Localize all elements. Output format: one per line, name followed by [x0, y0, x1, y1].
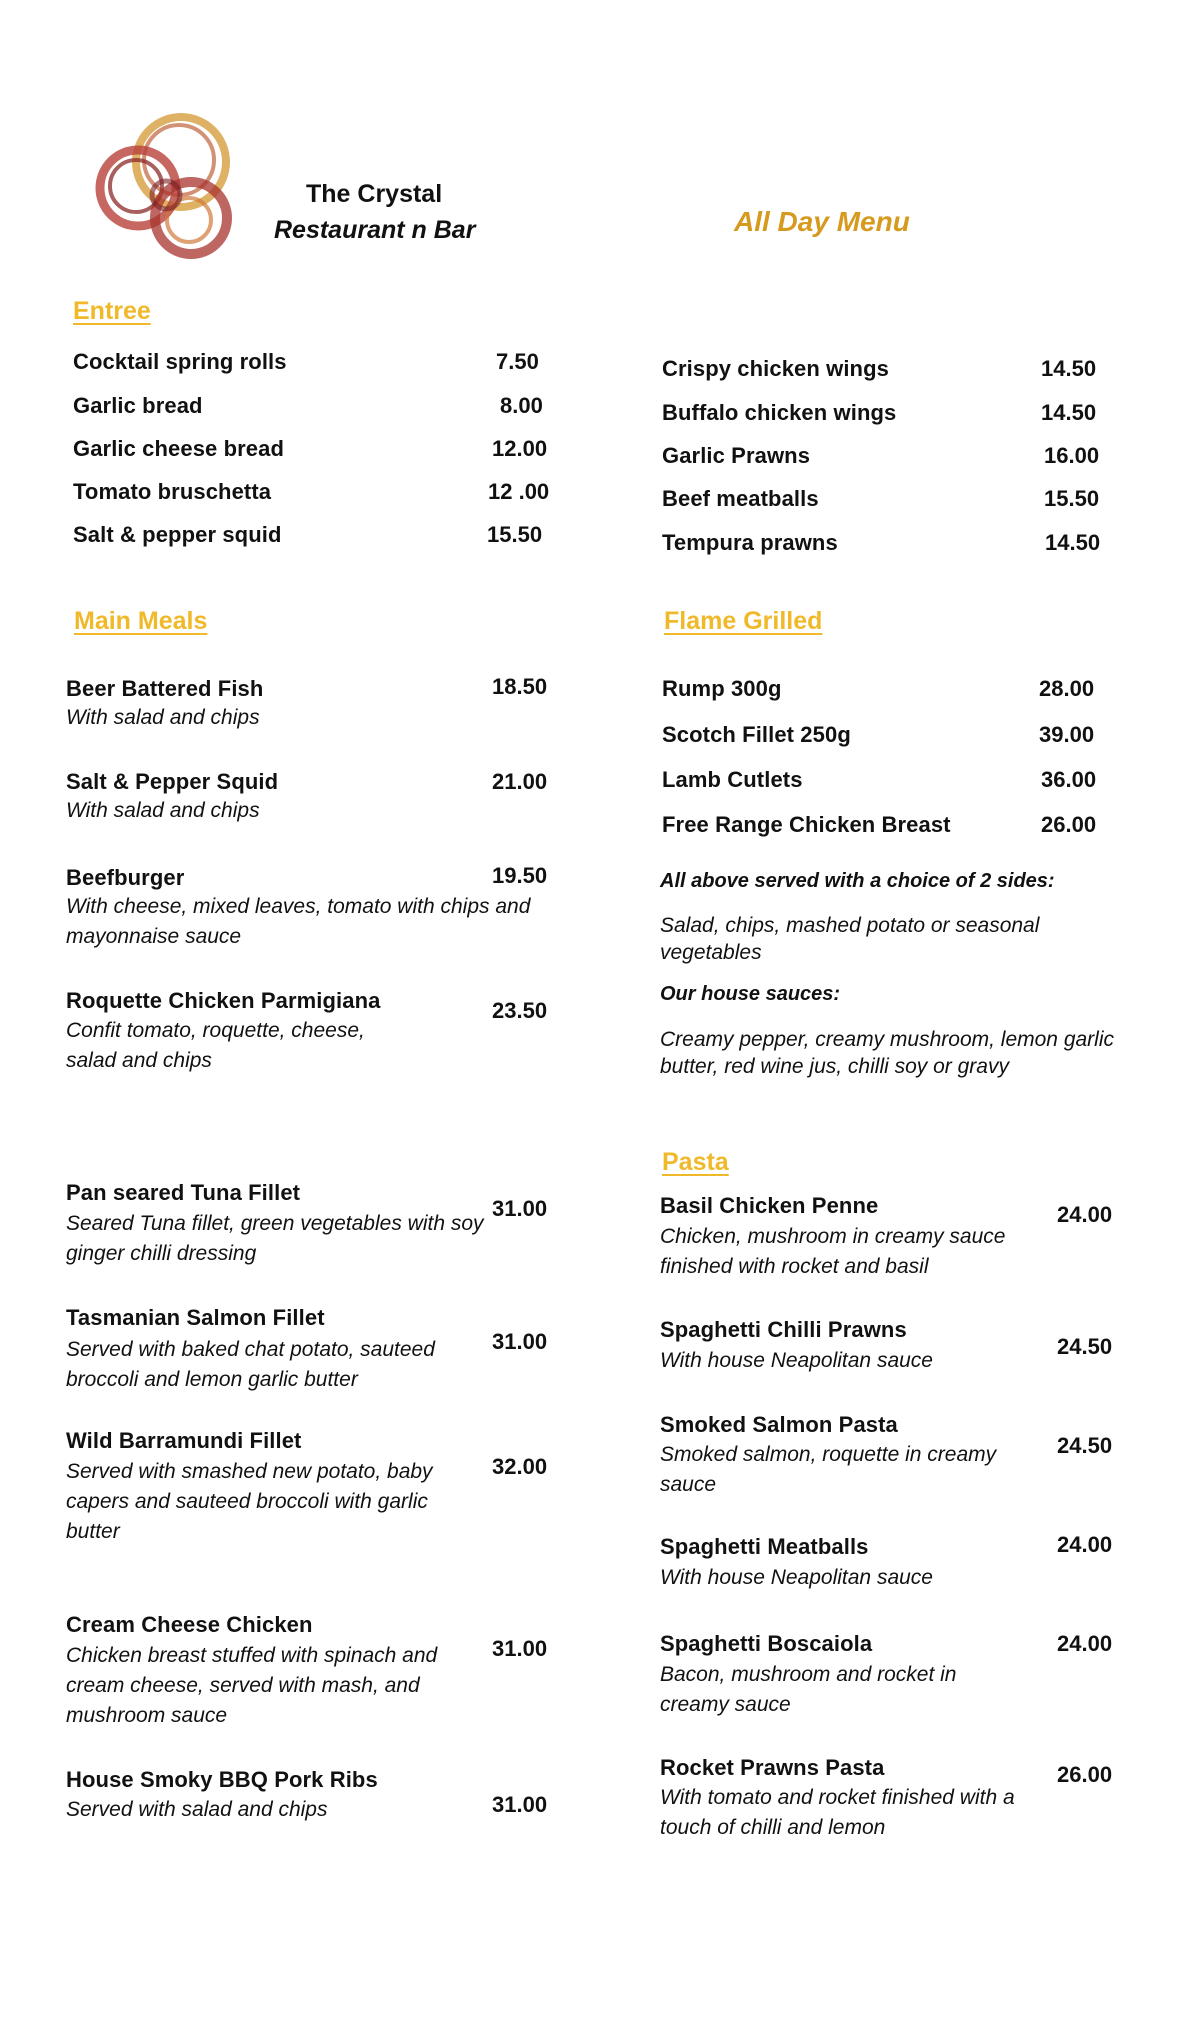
menu-item-description: Bacon, mushroom and rocket in creamy sauce [660, 1663, 957, 1716]
restaurant-name: The Crystal [306, 180, 443, 208]
menu-item-name: House Smoky BBQ Pork Ribs [66, 1767, 378, 1792]
restaurant-subtitle: Restaurant n Bar [274, 216, 476, 244]
menu-item-name: Buffalo chicken wings [662, 400, 897, 425]
menu-item-description: Seared Tuna fillet, green vegetables with soy ginger chilli dressing [66, 1212, 484, 1265]
menu-item-name: Beer Battered Fish [66, 676, 264, 701]
menu-item-price: 14.50 [1045, 530, 1101, 555]
menu-item-price: 7.50 [496, 349, 539, 374]
menu-item-description: Smoked salmon, roquette in creamy sauce [660, 1443, 997, 1496]
menu-item-price: 36.00 [1041, 767, 1097, 792]
menu-item-description: With salad and chips [66, 799, 260, 822]
menu-item-name: Beefburger [66, 865, 185, 890]
menu-item-name: Garlic Prawns [662, 443, 811, 468]
menu-item-name: Spaghetti Boscaiola [660, 1631, 873, 1656]
menu-title: All Day Menu [734, 206, 910, 237]
menu-item-name: Cream Cheese Chicken [66, 1612, 313, 1637]
menu-item-price: 15.50 [487, 522, 543, 547]
menu-item-name: Spaghetti Meatballs [660, 1534, 869, 1559]
menu-item-name: Crispy chicken wings [662, 356, 889, 381]
section-flame-grilled: Flame Grilled [664, 607, 823, 635]
menu-item-name: Garlic bread [73, 393, 203, 418]
menu-item-price: 32.00 [492, 1454, 548, 1479]
menu-item-name: Tasmanian Salmon Fillet [66, 1305, 325, 1330]
menu-item-name: Cocktail spring rolls [73, 349, 287, 374]
menu-item-name: Basil Chicken Penne [660, 1193, 879, 1218]
menu-item-price: 21.00 [492, 769, 548, 794]
menu-item-price: 12 .00 [488, 479, 550, 504]
menu-item-price: 24.00 [1057, 1631, 1113, 1656]
sides-heading: All above served with a choice of 2 sides: [660, 870, 1055, 892]
section-pasta: Pasta [662, 1148, 729, 1176]
menu-item-description: With house Neapolitan sauce [660, 1349, 933, 1372]
menu-item-price: 14.50 [1041, 400, 1097, 425]
sauces-heading: Our house sauces: [660, 983, 841, 1005]
menu-item-price: 16.00 [1044, 443, 1100, 468]
menu-item-price: 23.50 [492, 998, 548, 1023]
restaurant-logo [86, 100, 266, 270]
menu-item-name: Pan seared Tuna Fillet [66, 1180, 301, 1205]
section-entree: Entree [73, 297, 151, 325]
menu-item-name: Lamb Cutlets [662, 767, 803, 792]
menu-item-price: 31.00 [492, 1636, 548, 1661]
menu-item-name: Free Range Chicken Breast [662, 812, 951, 837]
menu-item-name: Tempura prawns [662, 530, 838, 555]
menu-item-price: 19.50 [492, 863, 548, 888]
menu-item-name: Tomato bruschetta [73, 479, 272, 504]
menu-item-name: Rocket Prawns Pasta [660, 1755, 885, 1780]
menu-item-description: Chicken breast stuffed with spinach and cream cheese, served with mash, and mushroom sauce [66, 1644, 438, 1727]
menu-item-description: With house Neapolitan sauce [660, 1566, 933, 1589]
menu-item-price: 24.00 [1057, 1202, 1113, 1227]
menu-item-name: Beef meatballs [662, 486, 819, 511]
menu-item-description: Served with salad and chips [66, 1798, 328, 1821]
menu-item-description: Served with baked chat potato, sauteed broccoli and lemon garlic butter [66, 1338, 435, 1391]
menu-item-description: With tomato and rocket finished with a touch of chilli and lemon [660, 1786, 1015, 1839]
sauces-text: Creamy pepper, creamy mushroom, lemon garlic butter, red wine jus, chilli soy or gravy [660, 1028, 1115, 1078]
menu-item-price: 26.00 [1057, 1762, 1113, 1787]
menu-item-price: 18.50 [492, 674, 548, 699]
menu-item-description: Chicken, mushroom in creamy sauce finished with rocket and basil [660, 1225, 1006, 1278]
menu-item-price: 14.50 [1041, 356, 1097, 381]
menu-item-description: With cheese, mixed leaves, tomato with chips and mayonnaise sauce [66, 895, 531, 948]
section-main-meals: Main Meals [74, 607, 208, 635]
menu-item-description: Confit tomato, roquette, cheese, salad and chips [66, 1019, 365, 1072]
menu-item-price: 12.00 [492, 436, 548, 461]
menu-item-price: 24.50 [1057, 1433, 1113, 1458]
menu-item-name: Salt & Pepper Squid [66, 769, 279, 794]
menu-item-price: 26.00 [1041, 812, 1097, 837]
menu-item-price: 31.00 [492, 1196, 548, 1221]
menu-item-price: 24.50 [1057, 1334, 1113, 1359]
menu-item-name: Salt & pepper squid [73, 522, 282, 547]
menu-item-price: 39.00 [1039, 722, 1095, 747]
sides-text: Salad, chips, mashed potato or seasonal vegetables [660, 914, 1040, 964]
menu-item-name: Roquette Chicken Parmigiana [66, 988, 381, 1013]
menu-item-name: Wild Barramundi Fillet [66, 1428, 302, 1453]
menu-item-price: 15.50 [1044, 486, 1100, 511]
menu-item-price: 24.00 [1057, 1532, 1113, 1557]
menu-item-price: 31.00 [492, 1792, 548, 1817]
menu-item-name: Rump 300g [662, 676, 782, 701]
menu-item-description: With salad and chips [66, 706, 260, 729]
menu-item-name: Scotch Fillet 250g [662, 722, 851, 747]
menu-item-price: 8.00 [500, 393, 543, 418]
menu-item-name: Spaghetti Chilli Prawns [660, 1317, 907, 1342]
menu-item-name: Garlic cheese bread [73, 436, 285, 461]
menu-item-description: Served with smashed new potato, baby capers and sauteed broccoli with garlic butter [66, 1460, 433, 1543]
menu-item-name: Smoked Salmon Pasta [660, 1412, 898, 1437]
menu-item-price: 31.00 [492, 1329, 548, 1354]
menu-item-price: 28.00 [1039, 676, 1095, 701]
